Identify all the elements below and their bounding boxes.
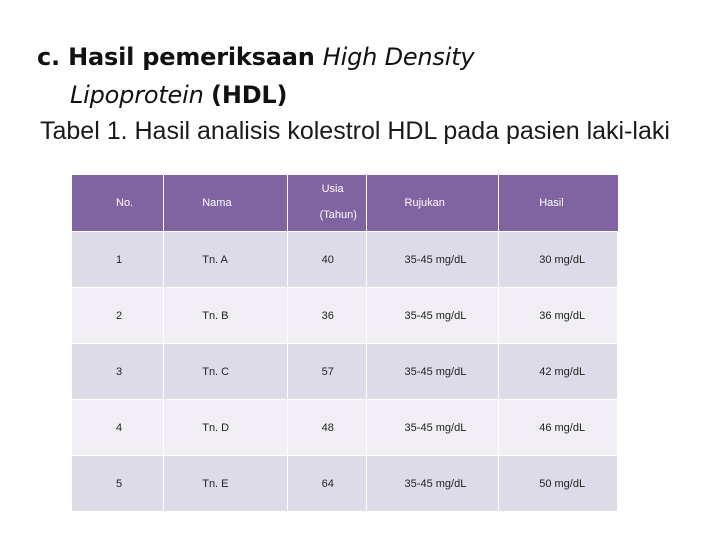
table-header-row bbox=[72, 175, 618, 232]
section-letter: c. bbox=[37, 43, 60, 71]
cell-usia: 64 bbox=[287, 456, 366, 512]
cell-nama: Tn. D bbox=[164, 400, 287, 456]
table-row bbox=[72, 344, 618, 400]
heading-italic-term-2: Lipoprotein bbox=[70, 81, 204, 109]
cell-no: 2 bbox=[72, 288, 164, 344]
heading-text: Hasil pemeriksaan bbox=[68, 43, 315, 71]
section-heading bbox=[37, 38, 637, 114]
cell-rujukan: 35-45 mg/dL bbox=[366, 288, 499, 344]
cell-usia: 48 bbox=[287, 400, 366, 456]
table-row bbox=[72, 288, 618, 344]
header-hasil: Hasil bbox=[499, 175, 618, 232]
header-nama: Nama bbox=[164, 175, 287, 232]
header-rujukan: Rujukan bbox=[366, 175, 499, 232]
cell-rujukan: 35-45 mg/dL bbox=[366, 456, 499, 512]
cell-no: 1 bbox=[72, 232, 164, 288]
cell-rujukan: 35-45 mg/dL bbox=[366, 344, 499, 400]
cell-hasil: 36 mg/dL bbox=[499, 288, 618, 344]
heading-abbreviation: (HDL) bbox=[211, 81, 288, 109]
cell-nama: Tn. C bbox=[164, 344, 287, 400]
cell-no: 4 bbox=[72, 400, 164, 456]
cell-hasil: 50 mg/dL bbox=[499, 456, 618, 512]
heading-italic-term: High Density bbox=[322, 43, 475, 71]
cell-nama: Tn. A bbox=[164, 232, 287, 288]
cell-usia: 57 bbox=[287, 344, 366, 400]
cell-hasil: 30 mg/dL bbox=[499, 232, 618, 288]
cell-nama: Tn. B bbox=[164, 288, 287, 344]
header-usia-unit: (Tahun) bbox=[319, 209, 357, 221]
hdl-results-table bbox=[72, 175, 618, 511]
cell-hasil: 46 mg/dL bbox=[499, 400, 618, 456]
table-row bbox=[72, 232, 618, 288]
header-usia bbox=[287, 175, 366, 232]
cell-usia: 40 bbox=[287, 232, 366, 288]
table-row bbox=[72, 400, 618, 456]
cell-usia: 36 bbox=[287, 288, 366, 344]
cell-rujukan: 35-45 mg/dL bbox=[366, 232, 499, 288]
header-usia-label: Usia bbox=[321, 183, 344, 195]
header-no: No. bbox=[72, 175, 164, 232]
table-caption: Tabel 1. Hasil analisis kolestrol HDL pada pasien laki-laki bbox=[40, 117, 670, 145]
table-row bbox=[72, 456, 618, 512]
cell-no: 3 bbox=[72, 344, 164, 400]
cell-nama: Tn. E bbox=[164, 456, 287, 512]
cell-hasil: 42 mg/dL bbox=[499, 344, 618, 400]
cell-no: 5 bbox=[72, 456, 164, 512]
cell-rujukan: 35-45 mg/dL bbox=[366, 400, 499, 456]
